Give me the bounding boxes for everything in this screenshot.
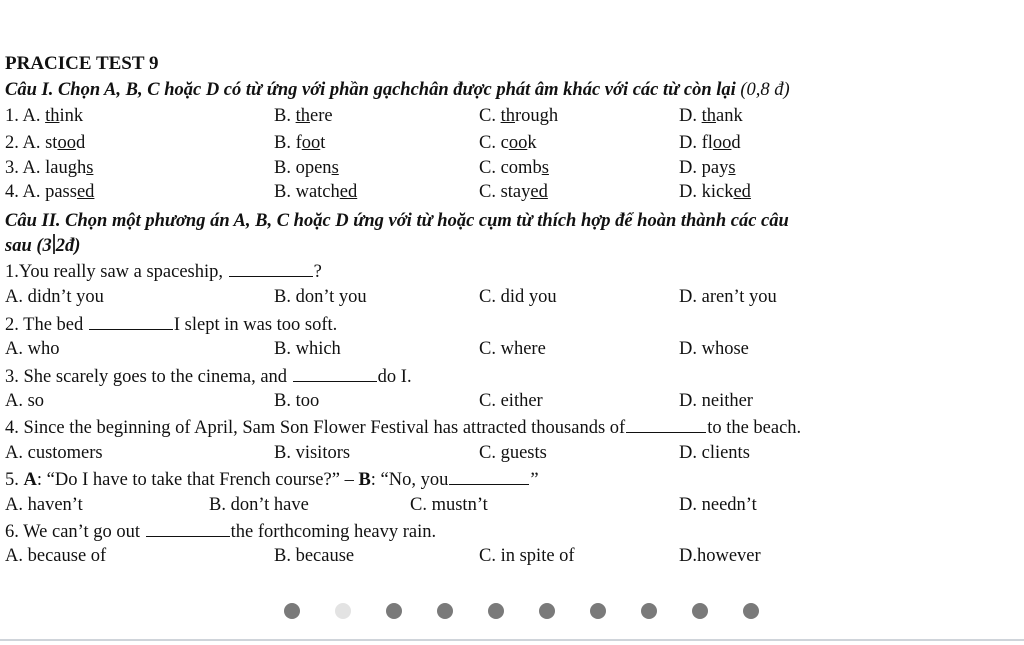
- underlined-part: oo: [57, 133, 76, 153]
- question-text: 4. Since the beginning of April, Sam Son Flower Festival has attracted thousands of: [5, 418, 626, 438]
- underlined-part: oo: [301, 133, 321, 153]
- section1-heading-text: Câu I. Chọn A, B, C hoặc D có từ ứng với phần gạchchân được phát âm khác với các từ còn lại: [5, 80, 736, 100]
- s2-q1-option-b: B. don’t you: [274, 287, 367, 307]
- underlined-part: s: [728, 158, 736, 178]
- slide-dot[interactable]: [488, 603, 504, 619]
- underlined-part: th: [295, 106, 310, 126]
- slide-dot[interactable]: [335, 603, 351, 619]
- s2-q6-option-c: C. in spite of: [479, 546, 575, 566]
- underlined-part: ed: [530, 182, 548, 202]
- s1-q1-option-c: [479, 105, 558, 127]
- s1-q1-number: 1.: [5, 106, 23, 126]
- slide-dot[interactable]: [692, 603, 708, 619]
- speaker-a: A: [23, 470, 37, 490]
- s2-q3-option-a: A. so: [5, 391, 45, 411]
- s2-q5-option-b: B. don’t have: [209, 495, 309, 515]
- s1-q4-option-a: [5, 181, 94, 203]
- s1-q4-number: 4.: [5, 182, 23, 202]
- speaker-b: B: [358, 470, 371, 490]
- option-prefix: A. pass: [22, 182, 77, 202]
- s2-q2-option-c: C. where: [479, 339, 546, 359]
- s2-question-3: [5, 365, 412, 388]
- answer-blank: [89, 313, 173, 330]
- s2-q3-option-b: B. too: [274, 391, 320, 411]
- underlined-part: ed: [339, 182, 358, 202]
- slide-dot[interactable]: [284, 603, 300, 619]
- section2-heading: Câu II. Chọn một phương án A, B, C hoặc D ứng với từ hoặc cụm từ thích hợp để hoàn thành các câu: [5, 211, 789, 231]
- answer-blank: [626, 416, 706, 433]
- question-number: 5.: [5, 470, 24, 490]
- s1-q4-option-d: [679, 181, 751, 203]
- slide-dot[interactable]: [437, 603, 453, 619]
- s1-q1-option-d: [679, 105, 743, 127]
- question-text: 2. The bed: [5, 315, 88, 335]
- s1-q3-option-b: [274, 157, 339, 179]
- slide-dot[interactable]: [386, 603, 402, 619]
- s2-q6-option-a: A. because of: [5, 546, 107, 566]
- underlined-part: s: [331, 158, 339, 178]
- underlined-part: s: [86, 158, 94, 178]
- s1-q2-option-d: [679, 132, 741, 154]
- s2-q3-option-c: C. either: [479, 391, 543, 411]
- question-text: : “Do I have to take that French course?” –: [36, 470, 359, 490]
- s2-q5-option-d: D. needn’t: [679, 495, 757, 515]
- question-text-end: ?: [313, 262, 322, 282]
- s1-q3-option-c: [479, 157, 549, 179]
- underlined-part: oo: [508, 133, 528, 153]
- s2-q2-option-b: B. which: [274, 339, 341, 359]
- s1-q3-option-d: [679, 157, 736, 179]
- option-suffix: ink: [59, 106, 84, 126]
- s2-question-5: [5, 468, 539, 491]
- question-text-end: I slept in was too soft.: [173, 315, 338, 335]
- s2-question-6: [5, 520, 436, 543]
- option-prefix: D.: [679, 106, 702, 126]
- section1-score: (0,8 đ): [740, 80, 790, 100]
- option-prefix: C. c: [479, 133, 509, 153]
- answer-blank: [229, 260, 313, 277]
- option-suffix: k: [527, 133, 537, 153]
- option-prefix: D. kick: [679, 182, 734, 202]
- answer-blank: [146, 520, 230, 537]
- slide-dot[interactable]: [539, 603, 555, 619]
- option-prefix: C. stay: [479, 182, 531, 202]
- underlined-part: ed: [76, 182, 95, 202]
- option-suffix: d: [731, 133, 741, 153]
- answer-blank: [293, 365, 377, 382]
- option-prefix: A. st: [22, 133, 58, 153]
- s2-q4-option-d: D. clients: [679, 443, 750, 463]
- s2-q6-option-b: B. because: [274, 546, 355, 566]
- bottom-divider: [0, 639, 1024, 641]
- option-prefix: C.: [479, 106, 501, 126]
- question-text-end: ”: [530, 470, 539, 490]
- s2-question-1: [5, 260, 322, 283]
- s2-q4-option-a: A. customers: [5, 443, 103, 463]
- s1-q3-number: 3.: [5, 158, 23, 178]
- option-prefix: C. comb: [479, 158, 542, 178]
- s1-q1-option-a: [5, 105, 83, 127]
- cursor-mark: [53, 234, 55, 254]
- option-prefix: B. open: [274, 158, 332, 178]
- option-suffix: ank: [716, 106, 743, 126]
- underlined-part: th: [45, 106, 60, 126]
- underlined-part: th: [701, 106, 717, 126]
- question-text: 1.You really saw a spaceship,: [5, 262, 228, 282]
- question-text-end: do I.: [377, 367, 412, 387]
- s2-q4-option-c: C. guests: [479, 443, 547, 463]
- s1-q2-number: 2.: [5, 133, 23, 153]
- s2-question-2: [5, 313, 337, 336]
- s1-q2-option-c: [479, 132, 537, 154]
- slide-dot[interactable]: [641, 603, 657, 619]
- question-text-end: the forthcoming heavy rain.: [230, 522, 437, 542]
- question-text: 6. We can’t go out: [5, 522, 145, 542]
- question-text: 3. She scarely goes to the cinema, and: [5, 367, 292, 387]
- underlined-part: oo: [712, 133, 732, 153]
- question-text-end: to the beach.: [707, 418, 802, 438]
- question-text-mid: : “No, you: [370, 470, 449, 490]
- underlined-part: ed: [733, 182, 751, 202]
- option-prefix: A. laugh: [22, 158, 87, 178]
- underlined-part: th: [500, 106, 515, 126]
- s2-q2-option-a: A. who: [5, 339, 60, 359]
- s1-q4-option-b: [274, 181, 357, 203]
- s2-question-4: [5, 416, 801, 439]
- answer-blank: [449, 468, 529, 485]
- s2-q1-option-a: A. didn’t you: [5, 287, 104, 307]
- option-prefix: D. fl: [679, 133, 713, 153]
- page-title: PRACICE TEST 9: [5, 53, 159, 74]
- s1-q1-option-b: [274, 105, 333, 127]
- option-suffix: t: [320, 133, 326, 153]
- section1-heading: [5, 79, 790, 101]
- slide-dot[interactable]: [743, 603, 759, 619]
- option-prefix: B. f: [274, 133, 302, 153]
- section2-heading-cont: [5, 234, 80, 257]
- s1-q4-option-c: [479, 181, 548, 203]
- s1-q2-option-b: [274, 132, 325, 154]
- section2-heading-post: 2đ): [55, 236, 81, 256]
- section2-heading-pre: sau (3: [5, 236, 52, 256]
- s2-q1-option-c: C. did you: [479, 287, 557, 307]
- s2-q4-option-b: B. visitors: [274, 443, 351, 463]
- s2-q1-option-d: D. aren’t you: [679, 287, 777, 307]
- underlined-part: s: [541, 158, 549, 178]
- option-suffix: d: [75, 133, 86, 153]
- option-prefix: B. watch: [274, 182, 340, 202]
- s2-q5-option-a: A. haven’t: [5, 495, 83, 515]
- option-prefix: D. pay: [679, 158, 729, 178]
- s2-q2-option-d: D. whose: [679, 339, 749, 359]
- option-prefix: A.: [22, 106, 46, 126]
- option-prefix: B.: [274, 106, 296, 126]
- s1-q3-option-a: [5, 157, 93, 179]
- s2-q5-option-c: C. mustn’t: [410, 495, 488, 515]
- option-suffix: ere: [309, 106, 333, 126]
- slide-dot[interactable]: [590, 603, 606, 619]
- s2-q3-option-d: D. neither: [679, 391, 753, 411]
- slide-indicator: [0, 603, 1024, 619]
- s1-q2-option-a: [5, 132, 85, 154]
- s2-q6-option-d: D.however: [679, 546, 761, 566]
- option-suffix: rough: [514, 106, 559, 126]
